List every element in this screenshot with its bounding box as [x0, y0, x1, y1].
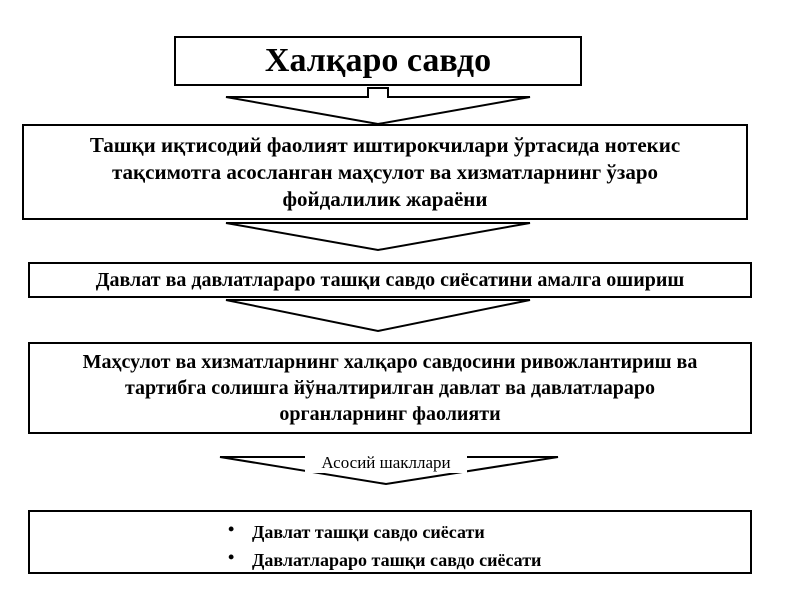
form-item-label: Давлат ташқи савдо сиёсати [252, 522, 485, 542]
title-box [174, 36, 582, 86]
list-item [228, 546, 541, 574]
definition-line: фойдалилик жараёни [282, 186, 488, 211]
definition-line: тақсимотга асосланган маҳсулот ва хизматларнинг ўзаро [111, 159, 658, 184]
definition-text [90, 132, 680, 213]
definition-line: Ташқи иқтисодий фаолият иштирокчилари ўртасида нотекис [89, 132, 681, 157]
definition-box [22, 124, 748, 220]
diagram-title: Халқаро савдо [264, 42, 492, 79]
arrow-label: Асосий шакллари [305, 453, 467, 473]
activity-line: органларнинг фаолияти [279, 403, 501, 425]
bullet-icon: • [228, 519, 235, 539]
activity-text [83, 349, 698, 427]
role-text: Давлат ва давлатлараро ташқи савдо сиёсатини амалга ошириш [95, 268, 685, 291]
arrow-down-2 [226, 223, 530, 250]
forms-list [228, 518, 541, 574]
forms-box [28, 510, 752, 574]
bullet-icon: • [228, 547, 235, 567]
activity-line: тартибга солишга йўналтирилган давлат ва давлатлараро [124, 377, 656, 399]
list-item [228, 518, 541, 546]
form-item-label: Давлатлараро ташқи савдо сиёсати [252, 550, 542, 570]
activity-line: Маҳсулот ва хизматларнинг халқаро савдосини ривожлантириш ва [82, 351, 698, 373]
activity-box [28, 342, 752, 434]
arrow-down-1 [226, 88, 530, 124]
role-box [28, 262, 752, 298]
arrow-down-3 [226, 300, 530, 331]
